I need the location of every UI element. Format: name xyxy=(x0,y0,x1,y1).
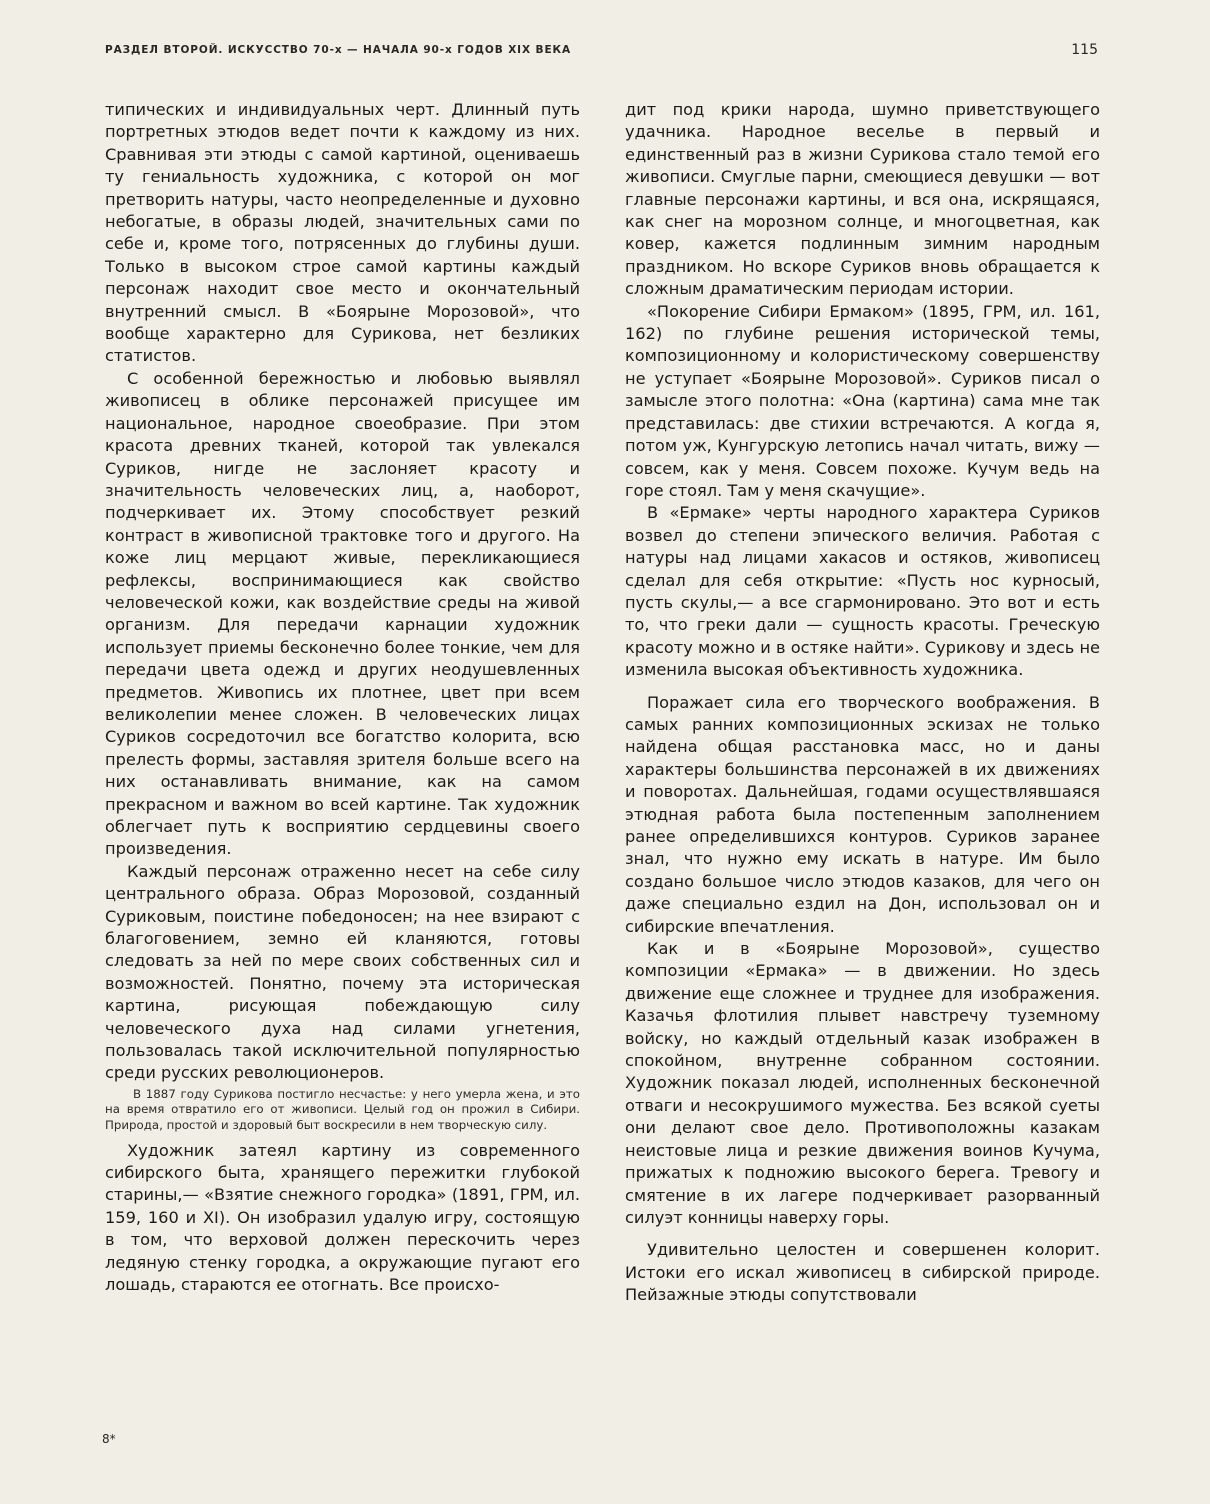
paragraph: дит под крики народа, шумно приветствующего удачника. Народное веселье в первый и единственный раз в жизни Сурикова стало темой его живописи. Смуглые парни, смеющиеся девушки — вот главные персонажи картины, и вся она, искрящаяся, как снег на морозном солнце, и многоцветная, как ковер, кажется подлинным зимним народным праздником. Но вскоре Суриков вновь обращается к сложным драматическим периодам истории. xyxy=(625,100,1100,299)
paragraph: Художник затеял картину из современного сибирского быта, хранящего пережитки глубокой старины,— «Взятие снежного городка» (1891, ГРМ, ил. 159, 160 и XI). Он изобразил удалую игру, состоящую в том, что верховой должен перескочить через ледяную стенку городка, а окружающие пугают его лошадь, стараются ее отогнать. Все происхо- xyxy=(105,1140,580,1295)
sheet-signature-mark: 8* xyxy=(102,1432,116,1446)
paragraph: С особенной бережностью и любовью выявлял живописец в облике персонажей присущее им национальное, народное своеобразие. При этом красота древних тканей, которой так увлекался Суриков, нигде не заслоняет красоту и значительность человеческих лиц, а, наоборот, подчеркивает их. Этому способствует резкий контраст в живописной трактовке того и другого. На коже лиц мерцают живые, перекликающиеся рефлексы, воспринимающиеся как свойство человеческой кожи, как воздействие среды на живой организм. Для передачи карнации художник использует приемы бесконечно более тонкие, чем для передачи цвета одежд и других неодушевленных предметов. Живопись их плотнее, цвет при всем великолепии менее сложен. В человеческих лицах Суриков сосредоточил все богатство колорита, всю прелесть формы, заставляя зрителя больше всего на них останавливать внимание, как на самом прекрасном и важном во всей картине. Так художник облегчает путь к восприятию сердцевины своего произведения. xyxy=(105,368,580,859)
paragraph: Как и в «Боярыне Морозовой», существо композиции «Ермака» — в движении. Но здесь движение еще сложнее и труднее для изображения. Казачья флотилия плывет навстречу туземному войску, но каждый отдельный казак изображен в спокойном, внутренне собранном состоянии. Художник показал людей, исполненных бесконечной отваги и несокрушимого мужества. Без всякой суеты они делают свое дело. Противоположны казакам неистовые лица и резкие движения воинов Кучума, прижатых к подножию высокого берега. Тревогу и смятение в их лагере подчеркивает разорванный силуэт конницы наверху горы. xyxy=(625,939,1100,1227)
running-header: РАЗДЕЛ ВТОРОЙ. ИСКУССТВО 70-х — НАЧАЛА 90-х ГОДОВ XIX ВЕКА xyxy=(105,44,572,56)
paragraph: В «Ермаке» черты народного характера Суриков возвел до степени эпического величия. Работая с натуры над лицами хакасов и остяков, живописец сделал для себя открытие: «Пусть нос курносый, пусть скулы,— а все сгармонировано. Это вот и есть то, что греки дали — сущность красоты. Греческую красоту можно и в остяке найти». Сурикову и здесь не изменила высокая объективность художника. xyxy=(625,503,1100,680)
paragraph: типических и индивидуальных черт. Длинный путь портретных этюдов ведет почти к каждому из них. Сравнивая эти этюды с самой картиной, оцениваешь ту гениальность художника, с которой он мог претворить натуры, часто неопределенные и духовно небогатые, в образы людей, значительных сами по себе и, кроме того, потрясенных до глубины души. Только в высоком строе самой картины каждый персонаж находит свое место и окончательный внутренний смысл. В «Боярыне Морозовой», что вообще характерно для Сурикова, нет безликих статистов. xyxy=(105,100,580,366)
paragraph: Удивительно целостен и совершенен колорит. Истоки его искал живописец в сибирской природе. Пейзажные этюды сопутствовали xyxy=(625,1240,1100,1305)
paragraph: Поражает сила его творческого воображения. В самых ранних композиционных эскизах не только найдена общая расстановка масс, но и даны характеры большинства персонажей в их движениях и поворотах. Дальнейшая, годами осуществлявшаяся этюдная работа была постепенным заполнением ранее определившихся контуров. Суриков заранее знал, что нужно ему искать в натуре. Им было создано большое число этюдов казаков, для чего он даже специально ездил на Дон, использовал он и сибирские впечатления. xyxy=(625,692,1100,936)
small-print-note: В 1887 году Сурикова постигло несчастье: у него умерла жена, и это на время отвратило его от живописи. Целый год он прожил в Сибири. Природа, простой и здоровый быт воскресили в нем творческую силу. xyxy=(105,1086,580,1133)
paragraph: Каждый персонаж отраженно несет на себе силу центрального образа. Образ Морозовой, созданный Суриковым, поистине победоносен; на нее взирают с благоговением, земно ей кланяются, готовы следовать за ней по мере своих собственных сил и возможностей. Понятно, почему эта историческая картина, рисующая побеждающую силу человеческого духа над силами угнетения, пользовалась такой исключительной популярностью среди русских революционеров. xyxy=(105,861,580,1083)
paragraph: «Покорение Сибири Ермаком» (1895, ГРМ, ил. 161, 162) по глубине решения исторической темы, композиционному и колористическому совершенству не уступает «Боярыне Морозовой». Суриков писал о замысле этого полотна: «Она (картина) сама мне так представилась: две стихии встречаются. А когда я, потом уж, Кунгурскую летопись начал читать, вижу — совсем, как у меня. Совсем похоже. Кучум ведь на горе стоял. Там у меня скачущие». xyxy=(625,301,1100,500)
left-column xyxy=(105,99,580,1297)
page-number: 115 xyxy=(1071,42,1098,58)
right-column xyxy=(625,99,1100,1307)
